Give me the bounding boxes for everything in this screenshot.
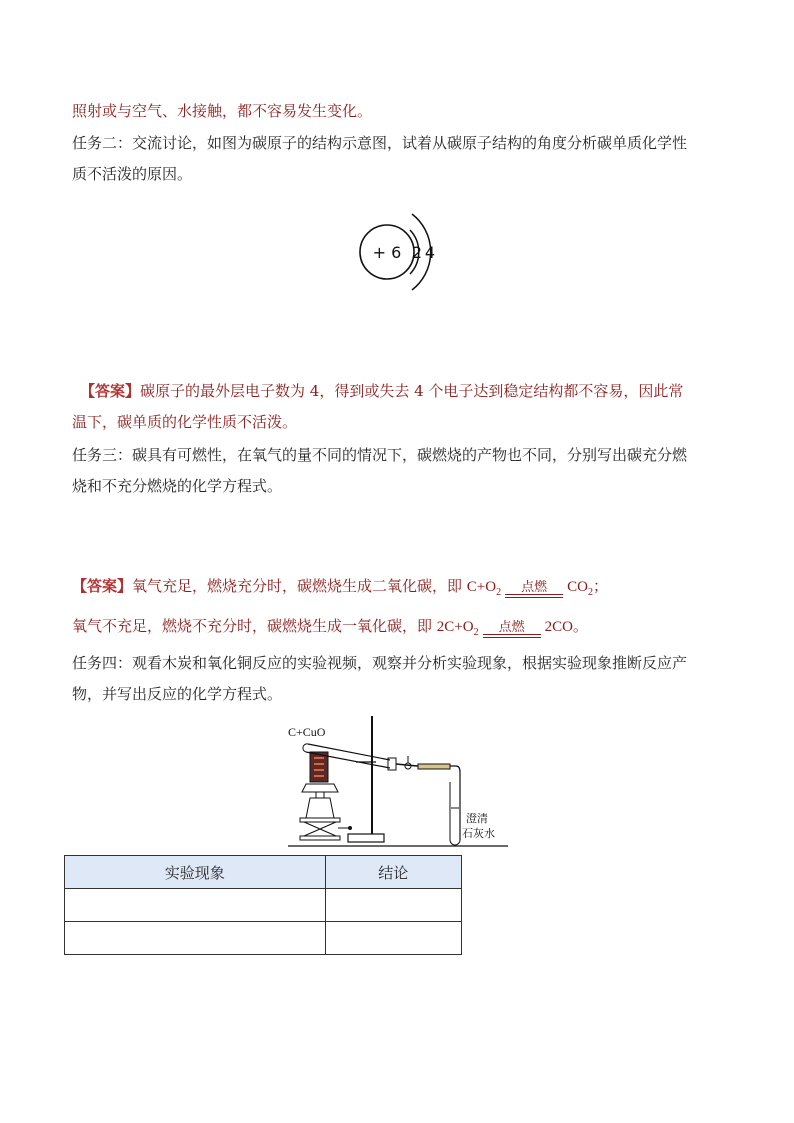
limewater-label-2: 石灰水: [462, 827, 495, 840]
reaction-condition-arrow: [481, 619, 543, 644]
table-row: [65, 889, 462, 922]
condition-label: 点燃: [521, 579, 548, 594]
text-line-1: 照射或与空气、水接触，都不容易发生变化。: [72, 102, 373, 120]
task4-line-1: 任务四：观看木炭和氧化铜反应的实验视频，观察并分析实验现象，根据实验现象推断反应产: [72, 654, 688, 672]
condition-label: 点燃: [498, 619, 525, 634]
answer-2-line-1: [72, 575, 608, 604]
experiment-apparatus-illustration: [280, 712, 512, 852]
table-header-row: [65, 856, 462, 889]
reaction-condition-arrow: [503, 579, 565, 604]
table-cell[interactable]: [65, 922, 326, 955]
task2-line-2: 质不活泼的原因。: [72, 165, 193, 183]
shell-1-electrons: 2: [411, 243, 423, 262]
header-conclusion: 结论: [325, 856, 462, 889]
answer-2-text-b: 氧气不充足，燃烧不充分时，碳燃烧生成一氧化碳，即: [72, 617, 437, 635]
equation-1: $C+O_2$ 点燃 $CO_2$；: [467, 579, 608, 595]
equation-2: $2C+O_2$ 点燃 2CO。: [437, 619, 588, 635]
answer-tag: 【答案】: [72, 577, 133, 595]
table-row: [65, 922, 462, 955]
limewater-label-1: 澄清: [466, 812, 488, 825]
task2-line-1: 任务二：交流讨论，如图为碳原子的结构示意图，试着从碳原子结构的角度分析碳单质化学性: [72, 134, 688, 152]
reagent-label: C+CuO: [288, 725, 326, 739]
table-cell[interactable]: [325, 889, 462, 922]
nucleus-label: + 6: [372, 243, 402, 262]
header-phenomenon: 实验现象: [65, 856, 326, 889]
shell-2-electrons: 4: [424, 243, 436, 262]
table-cell[interactable]: [65, 889, 326, 922]
task3-line-1: 任务三：碳具有可燃性，在氧气的量不同的情况下，碳燃烧的产物也不同，分别写出碳充分燃: [72, 446, 688, 464]
answer-1-text-a: 碳原子的最外层电子数为 4，得到或失去 4 个电子达到稳定结构都不容易，因此常: [140, 382, 684, 400]
table-cell[interactable]: [325, 922, 462, 955]
answer-tag: 【答案】: [80, 382, 141, 400]
answer-2-line-2: [72, 615, 588, 644]
task4-line-2: 物，并写出反应的化学方程式。: [72, 685, 283, 703]
task3-line-2: 烧和不充分燃烧的化学方程式。: [72, 477, 283, 495]
carbon-atom-diagram: [350, 200, 450, 305]
result-table: [64, 855, 462, 955]
answer-2-text-a: 氧气充足，燃烧充分时，碳燃烧生成二氧化碳，即: [132, 577, 467, 595]
answer-1-line-2: 温下，碳单质的化学性质不活泼。: [72, 413, 298, 431]
answer-1-line-1: [80, 380, 683, 402]
